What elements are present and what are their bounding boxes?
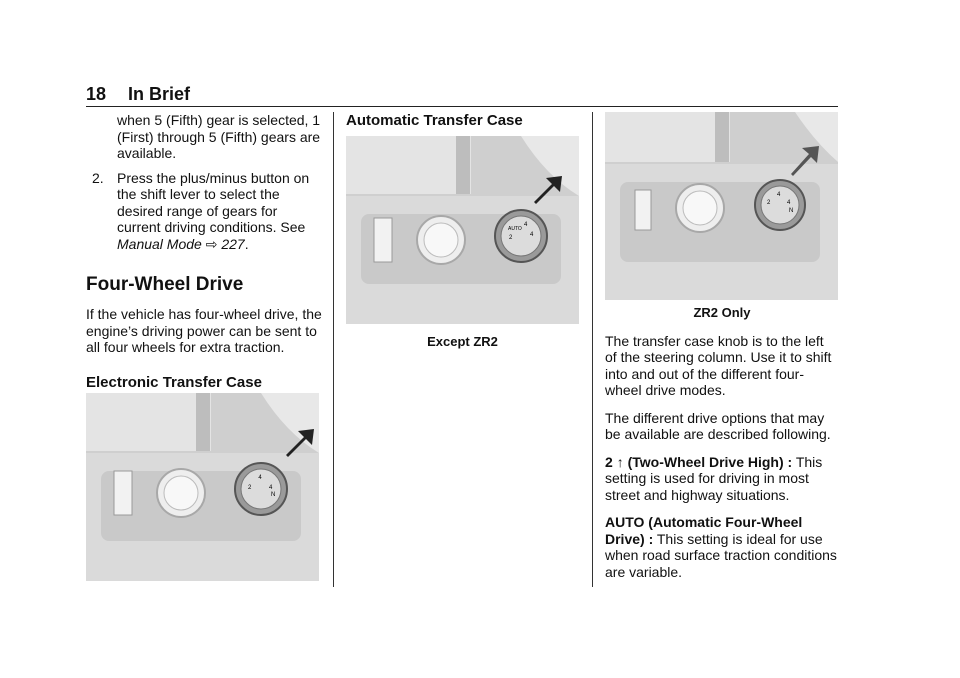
figure-caption-zr2-only: ZR2 Only: [693, 305, 751, 320]
knob-label: 4: [530, 232, 534, 238]
zr2-transfer-case-illustration: [605, 112, 838, 300]
knob-label: 2: [767, 200, 771, 206]
drive-options-intro: The different drive options that may be available are described following.: [605, 409, 831, 442]
knob-label: 4: [258, 475, 262, 481]
column-divider: [333, 112, 334, 587]
step-number: 2.: [92, 169, 104, 186]
knob-label: AUTO: [508, 226, 522, 232]
manual-mode-link[interactable]: Manual Mode ⇨ 227: [117, 235, 245, 252]
electronic-transfer-case-illustration: [86, 393, 319, 581]
auto-four-wheel-drive-entry: AUTO (Automatic Four-Wheel Drive) : This setting is ideal for use when road surface traction conditions are variable.: [605, 514, 837, 580]
figure-caption-except-zr2: Except ZR2: [427, 334, 498, 349]
knob-label: 4: [269, 485, 273, 491]
two-wheel-drive-high-entry: 2 ↑ (Two-Wheel Drive High) : This setting is used for driving in most street and highway situations.: [605, 453, 823, 503]
column-divider: [592, 112, 593, 587]
knob-label: 4: [787, 200, 791, 206]
knob-label: 2: [248, 485, 252, 491]
transfer-case-knob-description: The transfer case knob is to the left of the steering column. Use it to shift into and out of the different four-wheel drive modes.: [605, 332, 832, 398]
knob-label: N: [789, 208, 794, 214]
step-2: [86, 170, 322, 253]
caption-container: [346, 326, 579, 351]
section-heading-four-wheel-drive: Four-Wheel Drive: [86, 274, 244, 295]
automatic-transfer-case-illustration: [346, 136, 579, 324]
page-reference-icon: ⇨: [205, 235, 218, 252]
step-text: Press the plus/minus button on the shift lever to select the desired range of gears for current driving conditions. See Manual Mode ⇨ 227.: [117, 169, 310, 252]
column-right: [605, 305, 839, 580]
knob-label: N: [271, 492, 276, 498]
section-title: In Brief: [128, 84, 191, 104]
column-left: [86, 112, 322, 400]
page-number: 18: [86, 84, 107, 104]
four-wheel-drive-intro: If the vehicle has four-wheel drive, the engine’s driving power can be sent to all four wheels for extra traction.: [86, 306, 322, 355]
knob-label: 4: [777, 192, 781, 198]
column-middle: [346, 112, 578, 138]
step-continuation: when 5 (Fifth) gear is selected, 1 (First) through 5 (Fifth) gears are available.: [117, 112, 321, 161]
knob-label: 2: [509, 235, 513, 241]
knob-label: 4: [524, 222, 528, 228]
subheading-automatic-transfer-case: Automatic Transfer Case: [346, 112, 523, 129]
subheading-electronic-transfer-case: Electronic Transfer Case: [86, 373, 262, 391]
page-header: [86, 86, 838, 107]
up-arrow-icon: ↑: [616, 453, 624, 470]
